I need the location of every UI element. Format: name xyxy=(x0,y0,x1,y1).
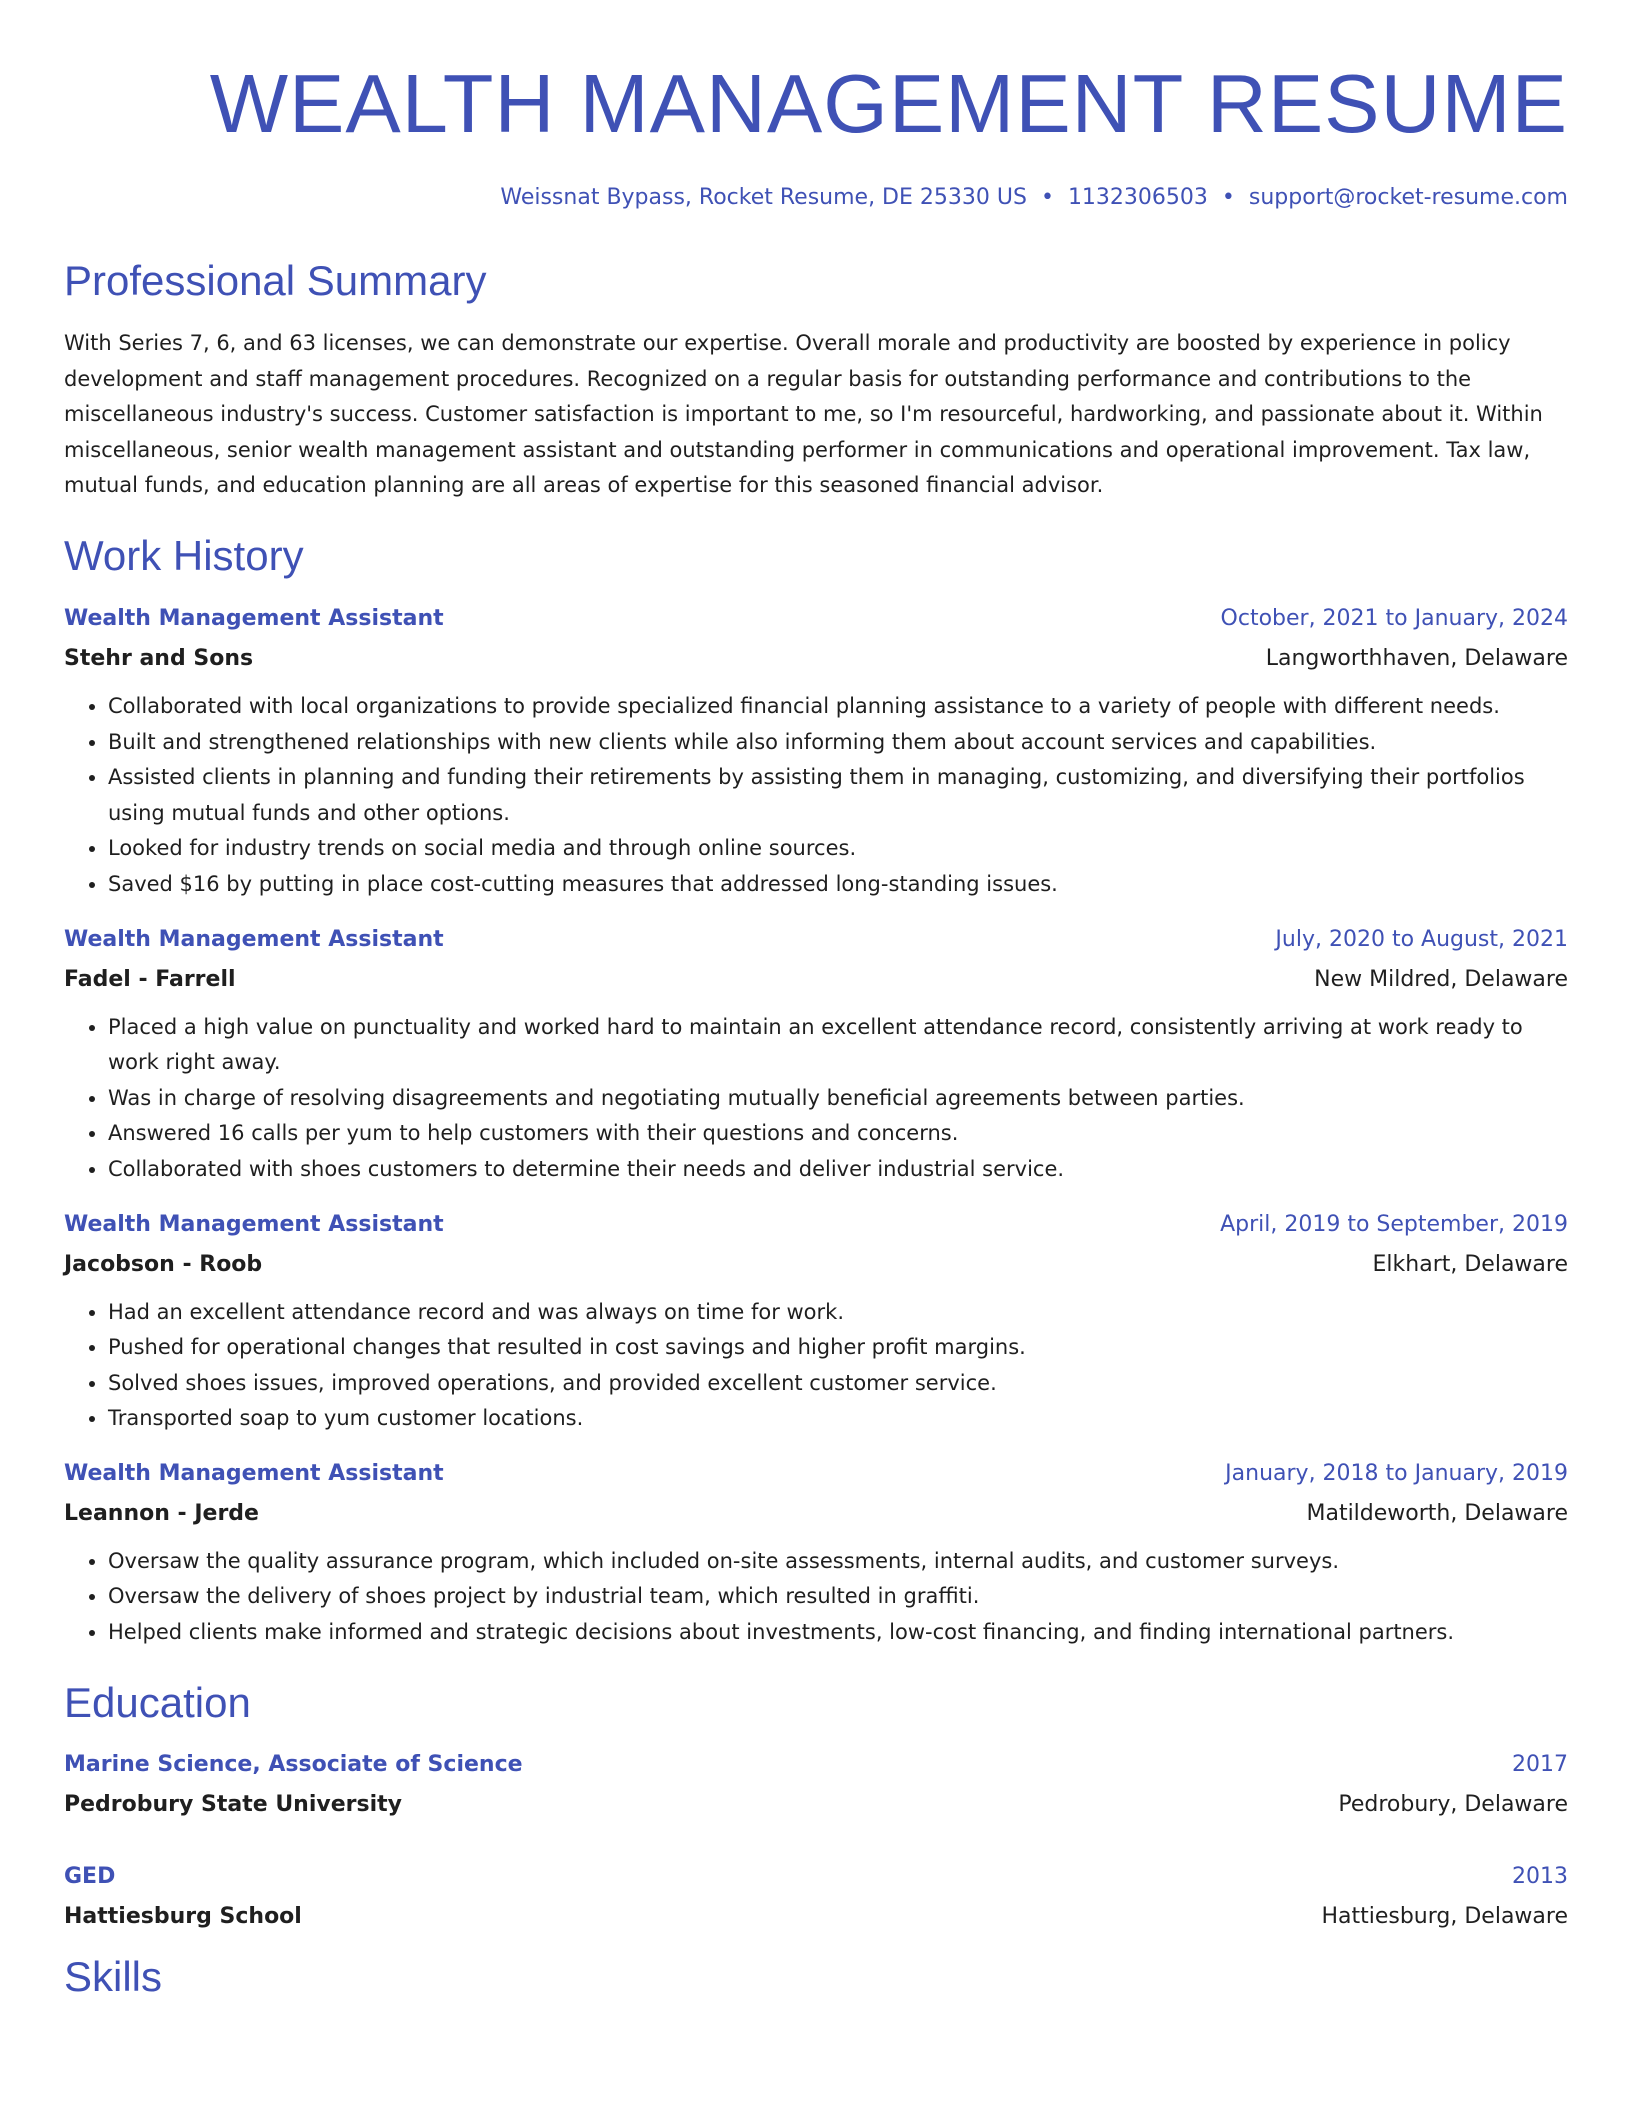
job-bullets xyxy=(64,1010,1568,1188)
job-company: Fadel - Farrell xyxy=(64,966,236,992)
summary-section xyxy=(64,256,1568,504)
job-bullet: • Answered 16 calls per yum to help customers with their questions and concerns. xyxy=(108,1116,1568,1152)
job-employer-row xyxy=(64,1250,1568,1280)
education-school-row xyxy=(64,1790,1568,1820)
job-header xyxy=(64,1210,1568,1240)
job-title: Wealth Management Assistant xyxy=(64,1460,444,1486)
work-history-section xyxy=(64,531,1568,1651)
job-location: Langworthhaven, Delaware xyxy=(1265,645,1568,671)
job-entry xyxy=(64,1210,1568,1437)
job-dates: July, 2020 to August, 2021 xyxy=(1275,926,1568,952)
job-bullet: • Built and strengthened relationships with new clients while also informing them about account services and capabilities. xyxy=(108,725,1568,761)
summary-text: With Series 7, 6, and 63 licenses, we can demonstrate our expertise. Overall morale and productivity are boosted by experience in policy development and staff management procedures. Recognized on a regular basis for outstanding performance and contributions to the miscellaneous industry's success. Customer satisfaction is important to me, so I'm resourceful, hardworking, and passionate about it. Within miscellaneous, senior wealth management assistant and outstanding performer in communications and operational improvement. Tax law, mutual funds, and education planning are all areas of expertise for this seasoned financial advisor. xyxy=(64,331,1543,498)
education-entry xyxy=(64,1862,1568,1932)
job-employer-row xyxy=(64,965,1568,995)
job-entry xyxy=(64,1459,1568,1651)
job-company: Jacobson - Roob xyxy=(64,1251,263,1277)
job-header xyxy=(64,604,1568,634)
job-dates: January, 2018 to January, 2019 xyxy=(1225,1460,1568,1486)
job-company: Leannon - Jerde xyxy=(64,1500,259,1526)
section-heading-summary: Professional Summary xyxy=(64,257,487,304)
job-bullet: • Collaborated with shoes customers to determine their needs and deliver industrial service. xyxy=(108,1152,1568,1188)
skills-section xyxy=(64,1952,1568,2002)
education-school: Hattiesburg School xyxy=(64,1903,302,1929)
education-section xyxy=(64,1678,1568,1932)
job-bullet: • Placed a high value on punctuality and worked hard to maintain an excellent attendance record, consistently arriving at work ready to work right away. xyxy=(108,1010,1568,1081)
contact-email: support@rocket-resume.com xyxy=(1248,185,1568,210)
contact-address: Weissnat Bypass, Rocket Resume, DE 25330 US xyxy=(500,185,1027,210)
education-degree: GED xyxy=(64,1863,116,1889)
education-year: 2013 xyxy=(1512,1863,1568,1889)
education-school-row xyxy=(64,1902,1568,1932)
job-bullet: • Solved shoes issues, improved operations, and provided excellent customer service. xyxy=(108,1366,1568,1402)
job-location: Matildeworth, Delaware xyxy=(1306,1500,1568,1526)
education-degree: Marine Science, Associate of Science xyxy=(64,1751,523,1777)
education-year: 2017 xyxy=(1512,1751,1568,1777)
job-bullet: • Had an excellent attendance record and was always on time for work. xyxy=(108,1295,1568,1331)
education-header xyxy=(64,1750,1568,1780)
education-entry xyxy=(64,1750,1568,1820)
job-entry xyxy=(64,925,1568,1188)
education-location: Pedrobury, Delaware xyxy=(1338,1791,1568,1817)
job-bullet: • Collaborated with local organizations to provide specialized financial planning assistance to a variety of people with different needs. xyxy=(108,689,1568,725)
job-bullet: • Was in charge of resolving disagreements and negotiating mutually beneficial agreements between parties. xyxy=(108,1081,1568,1117)
section-heading-work-history: Work History xyxy=(64,531,304,579)
job-employer-row xyxy=(64,1499,1568,1529)
job-dates: October, 2021 to January, 2024 xyxy=(1220,605,1568,631)
job-title: Wealth Management Assistant xyxy=(64,926,444,952)
education-header xyxy=(64,1862,1568,1892)
job-location: New Mildred, Delaware xyxy=(1314,966,1568,992)
job-bullet: • Looked for industry trends on social media and through online sources. xyxy=(108,831,1568,867)
job-entry xyxy=(64,604,1568,903)
job-bullets xyxy=(64,689,1568,903)
education-school: Pedrobury State University xyxy=(64,1791,402,1817)
job-title: Wealth Management Assistant xyxy=(64,1211,444,1237)
job-dates: April, 2019 to September, 2019 xyxy=(1220,1211,1568,1237)
job-bullet: • Pushed for operational changes that resulted in cost savings and higher profit margins. xyxy=(108,1330,1568,1366)
job-bullets xyxy=(64,1295,1568,1437)
job-title: Wealth Management Assistant xyxy=(64,605,444,631)
education-location: Hattiesburg, Delaware xyxy=(1321,1903,1568,1929)
job-bullet: • Saved $16 by putting in place cost-cutting measures that addressed long-standing issues. xyxy=(108,867,1568,903)
job-location: Elkhart, Delaware xyxy=(1372,1251,1568,1277)
contact-phone: 1132306503 xyxy=(1067,185,1208,210)
contact-separator: • xyxy=(1221,185,1235,210)
job-bullets xyxy=(64,1544,1568,1651)
contact-separator: • xyxy=(1040,185,1054,210)
job-bullet: • Oversaw the delivery of shoes project by industrial team, which resulted in graffiti. xyxy=(108,1579,1568,1615)
job-header xyxy=(64,1459,1568,1489)
job-company: Stehr and Sons xyxy=(64,645,254,671)
job-bullet: • Assisted clients in planning and funding their retirements by assisting them in managing, customizing, and diversifying their portfolios using mutual funds and other options. xyxy=(108,760,1568,831)
section-heading-skills: Skills xyxy=(64,1952,163,2000)
job-bullet: • Helped clients make informed and strategic decisions about investments, low-cost financing, and finding international partners. xyxy=(108,1615,1568,1651)
job-bullet: • Oversaw the quality assurance program, which included on-site assessments, internal audits, and customer surveys. xyxy=(108,1544,1568,1580)
job-employer-row xyxy=(64,644,1568,674)
contact-line xyxy=(64,183,1568,213)
resume-title: WEALTH MANAGEMENT RESUME xyxy=(209,57,1568,150)
section-heading-education: Education xyxy=(64,1678,251,1726)
job-bullet: • Transported soap to yum customer locations. xyxy=(108,1401,1568,1437)
job-header xyxy=(64,925,1568,955)
